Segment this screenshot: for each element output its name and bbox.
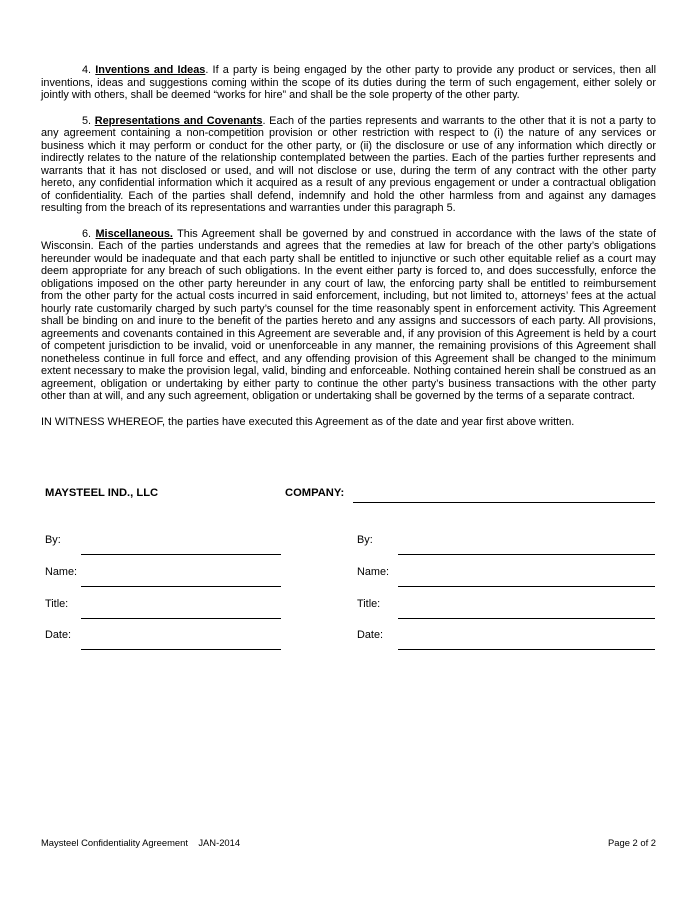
section-number: 4. <box>82 64 92 76</box>
right-date-label: Date: <box>357 629 384 641</box>
left-party-name: MAYSTEEL IND., LLC <box>45 487 159 499</box>
section-number: 6. <box>82 227 92 240</box>
section-4 <box>41 64 656 102</box>
left-by-line[interactable] <box>81 554 281 555</box>
section-heading-punct: . <box>205 64 209 76</box>
section-6 <box>41 228 656 403</box>
company-signature-line[interactable] <box>353 502 655 503</box>
agreement-body <box>41 64 656 428</box>
right-name-label: Name: <box>357 566 390 578</box>
left-title-label: Title: <box>45 598 69 610</box>
company-label: COMPANY: <box>285 487 345 499</box>
section-body: This Agreement shall be governed by and construed in accordance with the laws of the state of Wisconsin. Each of the parties understands and agrees that the remedies at law for breach of the other party’s obligations hereunder would be inadequate and that each party shall be entitled to injunctive or such other equitable relief as a court may deem appropriate for any breach of such obligations. In the event either party is forced to, and does successfully, enforce the obligations imposed on the other party hereunder in any court of law, the enforcing party shall be entitled to reimbursement from the other party for the actual costs incurred in said enforcement, including, but not limited to, attorneys’ fees at the actual hourly rate customarily charged by such party’s counsel for the time reasonably spent in enforcement activity. This Agreement shall be binding on and inure to the benefit of the parties hereto and any assigns and successors of each party. All provisions, agreements and covenants contained in this Agreement are severable and, if any provision of this Agreement is held by a court of competent jurisdiction to be invalid, void or unenforceable in any manner, the remaining provisions of this Agreement shall nonetheless continue in full force and effect, and any offending provision of this Agreement shall be changed to the minimum extent necessary to make the provision legal, valid, binding and enforceable. Nothing contained herein shall be construed as an agreement, obligation or undertaking by either party to continue the other party’s business transactions with the other party other than at will, and any such agreement, obligation or undertaking shall be governed by the terms of a separate contract. <box>41 227 656 402</box>
right-title-line[interactable] <box>398 618 655 619</box>
section-heading: Miscellaneous. <box>95 227 173 240</box>
right-name-line[interactable] <box>398 586 655 587</box>
section-body: Each of the parties represents and warrants to the other that it is not a party to any agreement containing a non-competition provision or other restriction with respect to (i) the nature of any services or business which it may perform or conduct for the other party, or (ii) the disclosure or use of any information which directly or indirectly relates to the nature of the relationship contemplated between the parties. Each of the parties further represents and warrants that it has not disclosed or used, and will not disclose or use, during the term of any contract with the other party hereto, any confidential information which it acquired as a result of any previous engagement or under a contractual obligation of confidentiality. Each of the parties shall defend, indemnify and hold the other harmless from and against any damages resulting from the breach of its representations and warranties under this paragraph 5. <box>41 114 656 214</box>
section-number: 5. <box>82 114 92 127</box>
witness-clause: IN WITNESS WHEREOF, the parties have executed this Agreement as of the date and year first above written. <box>41 415 575 428</box>
footer-page-number: Page 2 of 2 <box>608 837 656 848</box>
section-heading: Representations and Covenants <box>94 114 263 127</box>
left-by-label: By: <box>45 534 61 546</box>
section-heading-punct: . <box>262 114 266 127</box>
left-name-label: Name: <box>45 566 78 578</box>
section-heading: Inventions and Ideas <box>95 64 206 76</box>
right-by-label: By: <box>357 534 373 546</box>
right-by-line[interactable] <box>398 554 655 555</box>
left-title-line[interactable] <box>81 618 281 619</box>
right-date-line[interactable] <box>398 649 655 650</box>
section-5 <box>41 115 656 215</box>
left-date-line[interactable] <box>81 649 281 650</box>
left-date-label: Date: <box>45 629 72 641</box>
left-name-line[interactable] <box>81 586 281 587</box>
right-title-label: Title: <box>357 598 381 610</box>
section-body: If a party is being engaged by the other party to provide any product or services, then all inventions, ideas and suggestions coming within the scope of its duties during the term of such engagement, either solely or jointly with others, shall be deemed “works for hire” and shall be the sole property of the other party. <box>41 64 656 101</box>
footer-document-name: Maysteel Confidentiality Agreement JAN-2014 <box>41 837 241 848</box>
